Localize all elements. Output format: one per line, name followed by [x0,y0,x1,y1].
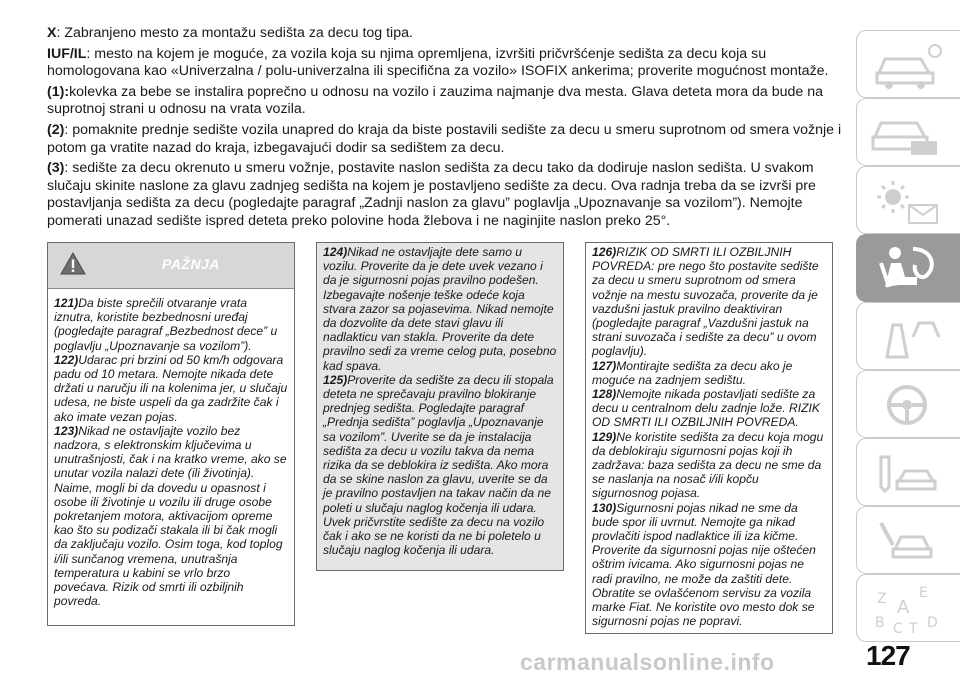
svg-text:C: C [893,621,903,635]
warning-box-right [585,242,833,634]
paragraph-x [47,25,842,43]
note-124 [323,245,557,373]
note-text: Nikad ne ostavljajte vozilo bez nadzora, s elektronskim ključevima u unutrašnjosti, čak i na kratko vreme, ako se unutar vozila nalazi dete (ili životinja). Naime, mogli bi da dovedu u opasnost i osobe ili životinje u vozilu ili druge osobe pokretanjem motora, aktivacijom opreme kao što su podizači stakala ili bi čak mogli da zaključaju vozilo. Osim toga, kod toplog i/ili sunčanog vremena, unutrašnja temperatura u kabini se vrlo brzo povećava. Rizik od smrti ili ozbiljnih povreda. [54,423,287,609]
note-text: Montirajte sedišta za decu ako je moguće na zadnjem sedištu. [592,358,793,387]
note-123 [54,424,288,609]
note-number: 127) [592,358,617,373]
text-3: : sedište za decu okrenuto u smeru vožnje, postavite naslon sedišta za decu tako da dodiruje naslon sedišta. U svakom slučaju skinite naslone za glavu zadnjeg sedišta na kojem je postavljeno sedište za decu. Ova radnja treba da se izvrši pre postavljanja sedišta za decu (pogledajte paragraf „Zadnji naslon za glavu” poglavlja „Upoznavanje sa vozilom”). Nemojte pomerati unazad sedište ispred deteta preko polovine hoda žlebova i ne naginjite naslon preko 25°. [47,160,816,229]
svg-text:T: T [909,621,918,635]
note-number: 128) [592,387,617,402]
paragraph-3 [47,160,842,230]
svg-text:Z: Z [877,591,887,607]
steering-wheel-icon [871,379,943,431]
tab-car-info[interactable] [856,30,960,98]
note-text: Da biste sprečili otvaranje vrata iznutra, koristite bezbednosni uređaj (pogledajte paragraf „Bezbednost dece” u poglavlju „Upoznavanje sa vozilom”). [54,296,278,353]
note-text: Ne koristite sedišta za decu koja mogu da deblokiraju sigurnosni pojas koji ih zadržava: baza sedišta za decu ne sme da se naslanja na nosač i/ili kopču sigurnosnog pojasa. [592,429,824,501]
tab-driving[interactable] [856,370,960,438]
svg-text:D: D [927,615,938,631]
paragraph-iuf [47,46,842,81]
note-number: 125) [323,372,348,387]
note-text: Udarac pri brzini od 50 km/h odgovara padu od 10 metara. Nemojte nikada dete držati u naručju ili na kolenima jer, u slučaju udesa, ne biste uspeli da ga zadržite čak i ako imate vezan pojas. [54,352,288,424]
paragraph-1 [47,84,842,119]
note-text: RIZIK OD SMRTI ILI OZBILJNIH POVREDA: pre nego što postavite sedište za decu u smeru suprotnom od smera vožnje na mestu suvozača, proverite da je vazdušni jastuk pravilno deaktiviran (pogledajte paragraf „Vazdušni jastuk na strani suvozača i sedište za decu” u ovom poglavlju). [592,245,819,359]
tab-maintenance[interactable] [856,506,960,574]
warning-box-left [47,242,295,626]
tab-lights[interactable] [856,166,960,234]
note-128 [592,387,826,430]
note-number: 121) [54,296,79,310]
key-3: (3) [47,160,65,177]
note-127 [592,359,826,387]
note-text: Sigurnosni pojas nikad ne sme da bude spor ili uvrnut. Nemojte ga nikad provlačiti ispod nadlaktice ili iza kičme. Proverite da sigurnosni pojas nije oštećen oštrim ivicama. Ako sigurnosni pojas ne radi pravilno, ne može da zaštiti dete. Obratite se ovlašćenom servisu za vozila marke Fiat. Ne koristite ovo mesto dok se sigurnosni pojas ne popravi. [592,500,816,629]
tab-dashboard[interactable] [856,98,960,166]
watermark: carmanualsonline.info [520,649,775,675]
note-126 [592,245,826,359]
page-number: 127 [866,640,910,671]
tab-index[interactable] [856,574,960,642]
note-130 [592,501,826,629]
note-129 [592,430,826,501]
tab-safety[interactable] [856,234,960,302]
tab-emergency[interactable] [856,438,960,506]
note-number: 126) [592,245,617,259]
key-1: (1): [47,83,70,100]
dashboard-car-icon [871,107,943,159]
key-2: (2) [47,121,65,138]
note-text: Nemojte nikada postavljati sedište za decu u centralnom delu zadnje lože. RIZIK OD SMRTI ILI OZBILJNIH POVREDA. [592,387,820,430]
note-number: 124) [323,245,348,259]
text-1: kolevka za bebe se instalira poprečno u odnosu na vozilo i zauzima najmanje dva mesta. Glava deteta mora da bude na suprotnoj strani u odnosu na vrata vozila. [47,83,824,118]
paragraph-2 [47,122,842,157]
warning-title: PAŽNJA [162,256,220,272]
key-iuf: IUF/IL [47,45,87,62]
note-text: Proverite da sedište za decu ili stopala deteta ne sprečavaju pravilno blokiranje prednjeg sedišta. Pogledajte paragraf „Prednja sedišta” poglavlja „Upoznavanje sa vozilom”. Uverite se da je instalacija sedišta za decu u vozilu takva da nema rizika da se deblokira iz sedišta. Ako mora da se skine naslon za glavu, uverite se da je pravilno postavljen na takav način da ne poleti u slučaju naglog kočenja ili udara. Uvek pričvrstite sedište za decu na vozilo čak i ako se ne koristi da ne bi poletelo u slučaju naglog kočenja ili udara. [323,372,554,558]
note-number: 123) [54,423,79,438]
text-x: : Zabranjeno mesto za montažu sedišta za decu tog tipa. [56,25,413,41]
intro-text [47,25,842,234]
lights-envelope-icon [871,175,943,227]
seat-airbag-icon [871,243,943,295]
warning-box-middle [316,242,564,571]
note-121 [54,296,288,353]
tab-warnings[interactable] [856,302,960,370]
note-number: 129) [592,429,617,444]
text-2: : pomaknite prednje sedište vozila unapred do kraja da biste postavili sedište za decu u smeru suprotnom od smera vožnje i potom ga vratite nazad do kraja, izbegavajući dodir sa sedištem za decu. [47,121,842,156]
car-info-icon [871,39,943,91]
car-tools-icon [871,447,943,499]
note-125 [323,373,557,558]
warning-header [48,243,294,289]
note-number: 122) [54,352,79,367]
warning-notes-left [48,289,294,608]
wrench-car-icon [871,515,943,567]
note-text: Nikad ne ostavljajte dete samo u vozilu. Proverite da je dete uvek vezano i da je sigurnosni pojas pravilno podešen. Izbegavajte nošenje teške odeće koja stvara zazor sa pojasevima. Nikad nemojte da dozvolite da dete stavi glavu ili nadlakticu van stakla. Proverite da dete pravilno sedi za vreme celog puta, posebno kad spava. [323,245,557,373]
note-number: 130) [592,500,617,515]
svg-text:E: E [919,585,928,601]
warning-car-icon [871,311,943,363]
key-x: X [47,25,57,41]
alphabet-index-icon [871,583,943,635]
text-iuf: : mesto na kojem je moguće, za vozila koja su njima opremljena, izvršiti pričvršćenje sedišta za decu koja su homologovana kao «Univerzalna / polu-univerzalna ili specifična za vozilo» ISOFIX ankerima; proverite mogućnost montaže. [47,45,829,80]
note-122 [54,353,288,424]
svg-text:B: B [875,615,885,631]
svg-text:A: A [897,597,910,618]
